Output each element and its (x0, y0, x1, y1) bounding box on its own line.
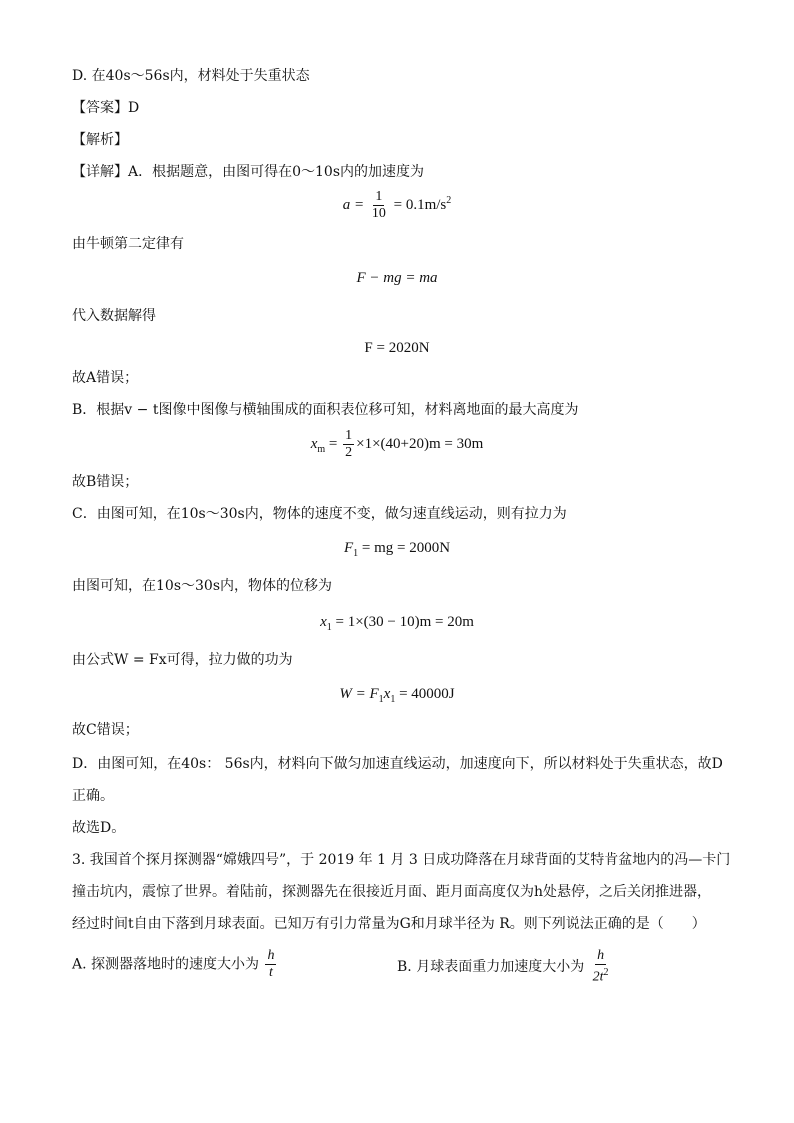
equation-force: F = 2020N (364, 340, 430, 356)
answer-line: 【答案】D (72, 100, 140, 116)
a-wrong-line: 故A错误； (72, 370, 139, 386)
d-text-line-2: 正确。 (72, 788, 114, 804)
question-3-line-1: 3. 我国首个探月探测器“嫦娥四号”，于 2019 年 1 月 3 日成功降落在月球背面的艾特肯盆地内的冯—卡门 (72, 852, 731, 868)
newton-intro: 由牛顿第二定律有 (72, 236, 184, 252)
option-d-line: D. 在40s～56s内，材料处于失重状态 (72, 68, 310, 84)
detail-a-text: 【详解】A．根据题意，由图可得在0～10s内的加速度为 (72, 164, 425, 180)
question-3-line-3: 经过时间t自由下落到月球表面。已知万有引力常量为G和月球半径为 R。则下列说法正确的是（ ） (72, 916, 706, 932)
b-text: B．根据v − t图像中图像与横轴围成的面积表位移可知，材料离地面的最大高度为 (72, 402, 579, 418)
c-wrong-line: 故C错误； (72, 722, 139, 738)
equation-displacement: $x_1 = 1\times(30 - 10)m = 20m$ (320, 614, 474, 633)
c-text: C．由图可知，在10s～30s内，物体的速度不变，做匀速直线运动，则有拉力为 (72, 506, 567, 522)
c-displacement-intro: 由图可知，在10s～30s内，物体的位移为 (72, 578, 332, 594)
equation-work: $W = F_1x_1 = 40000J$ (339, 686, 455, 705)
c-work-intro: 由公式W = Fx可得，拉力做的功为 (72, 652, 293, 668)
option-a: A. 探测器落地时的速度大小为 $\frac{h}{t}$ (72, 948, 275, 980)
equation-acceleration: a = $\frac{1}{10}$ = $0.1m/s^2$ (342, 189, 452, 221)
d-text-line-1: D．由图可知，在40s： 56s内，材料向下做匀加速直线运动，加速度向下，所以材料处于失重状态，故D (72, 756, 723, 772)
option-b: B. 月球表面重力加速度大小为 $\frac{h}{2t^2}$ (397, 948, 609, 985)
choose-line: 故选D。 (72, 820, 126, 836)
equation-newton: F − mg = ma (356, 270, 438, 286)
b-wrong-line: 故B错误； (72, 474, 139, 490)
question-3-line-2: 撞击坑内，震惊了世界。着陆前，探测器先在很接近月面、距月面高度仅为h处悬停，之后关闭推进器， (72, 884, 712, 900)
equation-tension: $F_1$ = mg = 2000N (343, 540, 451, 559)
substitute-intro: 代入数据解得 (72, 308, 156, 324)
analysis-heading: 【解析】 (72, 132, 128, 148)
equation-max-height: $x_m$ = $\frac{1}{2}$ ×1×(40+20)m = 30m (310, 428, 484, 460)
